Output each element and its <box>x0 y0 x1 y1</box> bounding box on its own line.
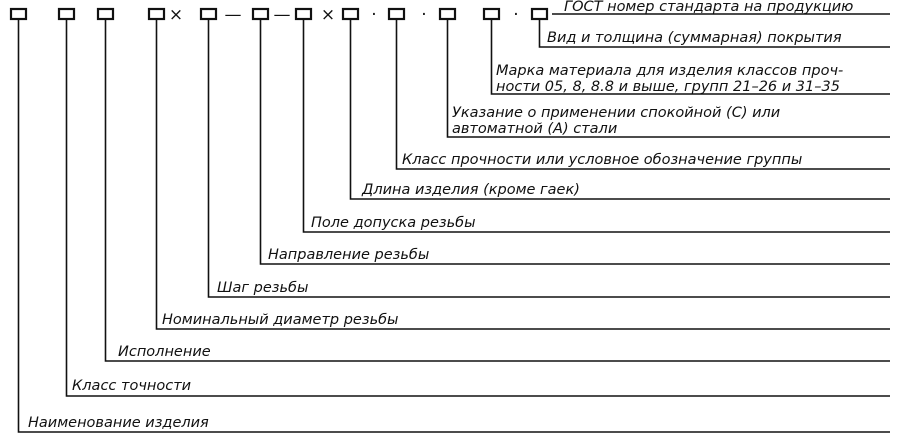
label-product-length: Длина изделия (кроме гаек) <box>362 182 580 198</box>
label-material-grade-line-1: Марка материала для изделия классов проч- <box>496 63 844 79</box>
label-product-name: Наименование изделия <box>28 415 209 431</box>
box-thread-tolerance <box>296 9 311 19</box>
box-steel-type <box>440 9 455 19</box>
field-labels <box>28 0 853 431</box>
box-thread-pitch <box>201 9 216 19</box>
separator-times-1: × <box>168 5 184 25</box>
label-version: Исполнение <box>118 344 211 360</box>
box-product-name <box>11 9 26 19</box>
label-material-grade-line-2: ности 05, 8, 8.8 и выше, групп 21–26 и 31–35 <box>496 79 840 95</box>
label-nominal-diameter: Номинальный диаметр резьбы <box>162 312 399 328</box>
label-steel-type-line-1: Указание о применении спокойной (С) или <box>452 105 781 121</box>
separator-dot-2: · <box>421 5 427 25</box>
box-material-grade <box>484 9 499 19</box>
box-thread-direction <box>253 9 268 19</box>
box-coating <box>532 9 547 19</box>
label-thread-pitch: Шаг резьбы <box>217 280 309 296</box>
label-strength-class: Класс прочности или условное обозначение группы <box>402 152 803 168</box>
label-coating: Вид и толщина (суммарная) покрытия <box>547 30 842 46</box>
box-nominal-diameter <box>149 9 164 19</box>
box-version <box>98 9 113 19</box>
label-thread-tolerance: Поле допуска резьбы <box>311 215 476 231</box>
separator-dot-3: · <box>513 5 519 25</box>
label-thread-direction: Направление резьбы <box>268 247 430 263</box>
separator-dash-1: — <box>224 5 242 25</box>
separator-dash-2: — <box>273 5 291 25</box>
box-strength-class <box>389 9 404 19</box>
box-accuracy-class <box>59 9 74 19</box>
separator-times-2: × <box>320 5 336 25</box>
label-accuracy-class: Класс точности <box>72 378 192 394</box>
box-product-length <box>343 9 358 19</box>
label-gost-number: ГОСТ номер стандарта на продукцию <box>564 0 854 15</box>
separator-dot-1: · <box>371 5 377 25</box>
label-steel-type-line-2: автоматной (А) стали <box>452 121 618 137</box>
